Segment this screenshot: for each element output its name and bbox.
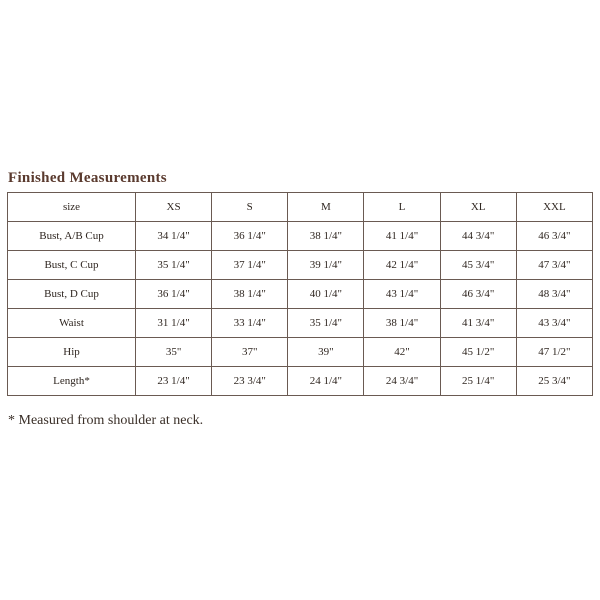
- table-cell: 25 1/4": [440, 367, 516, 396]
- table-cell: 39": [288, 338, 364, 367]
- table-cell: 41 3/4": [440, 309, 516, 338]
- table-cell: 37": [212, 338, 288, 367]
- table-cell: 36 1/4": [136, 280, 212, 309]
- table-cell: 34 1/4": [136, 222, 212, 251]
- column-header-m: M: [288, 193, 364, 222]
- table-row: [8, 338, 593, 367]
- column-header-l: L: [364, 193, 440, 222]
- column-header-xs: XS: [136, 193, 212, 222]
- table-cell: 37 1/4": [212, 251, 288, 280]
- table-row: [8, 280, 593, 309]
- table-cell: 43 1/4": [364, 280, 440, 309]
- row-label: Hip: [8, 338, 136, 367]
- table-cell: 38 1/4": [364, 309, 440, 338]
- table-cell: 41 1/4": [364, 222, 440, 251]
- table-cell: 42 1/4": [364, 251, 440, 280]
- table-row: [8, 367, 593, 396]
- column-header-size: size: [8, 193, 136, 222]
- row-label: Waist: [8, 309, 136, 338]
- table-cell: 24 1/4": [288, 367, 364, 396]
- table-cell: 35": [136, 338, 212, 367]
- column-header-xxl: XXL: [516, 193, 592, 222]
- row-label: Length*: [8, 367, 136, 396]
- measurements-table: [7, 192, 593, 396]
- table-cell: 35 1/4": [288, 309, 364, 338]
- table-cell: 44 3/4": [440, 222, 516, 251]
- page-title: Finished Measurements: [8, 170, 167, 186]
- table-row: [8, 309, 593, 338]
- row-label: Bust, C Cup: [8, 251, 136, 280]
- table-cell: 25 3/4": [516, 367, 592, 396]
- table-cell: 45 3/4": [440, 251, 516, 280]
- table-cell: 47 3/4": [516, 251, 592, 280]
- table-row: [8, 251, 593, 280]
- row-label: Bust, A/B Cup: [8, 222, 136, 251]
- table-cell: 38 1/4": [288, 222, 364, 251]
- table-cell: 47 1/2": [516, 338, 592, 367]
- table-cell: 31 1/4": [136, 309, 212, 338]
- table-cell: 46 3/4": [516, 222, 592, 251]
- table-row: [8, 222, 593, 251]
- table-cell: 35 1/4": [136, 251, 212, 280]
- table-cell: 39 1/4": [288, 251, 364, 280]
- table-cell: 45 1/2": [440, 338, 516, 367]
- column-header-s: S: [212, 193, 288, 222]
- table-cell: 33 1/4": [212, 309, 288, 338]
- table-cell: 42": [364, 338, 440, 367]
- table-cell: 46 3/4": [440, 280, 516, 309]
- table-cell: 48 3/4": [516, 280, 592, 309]
- table-cell: 23 1/4": [136, 367, 212, 396]
- table-cell: 43 3/4": [516, 309, 592, 338]
- row-label: Bust, D Cup: [8, 280, 136, 309]
- table-cell: 23 3/4": [212, 367, 288, 396]
- table-header-row: [8, 193, 593, 222]
- table-cell: 36 1/4": [212, 222, 288, 251]
- table-cell: 24 3/4": [364, 367, 440, 396]
- column-header-xl: XL: [440, 193, 516, 222]
- footnote: * Measured from shoulder at neck.: [8, 413, 204, 428]
- table-cell: 38 1/4": [212, 280, 288, 309]
- table-cell: 40 1/4": [288, 280, 364, 309]
